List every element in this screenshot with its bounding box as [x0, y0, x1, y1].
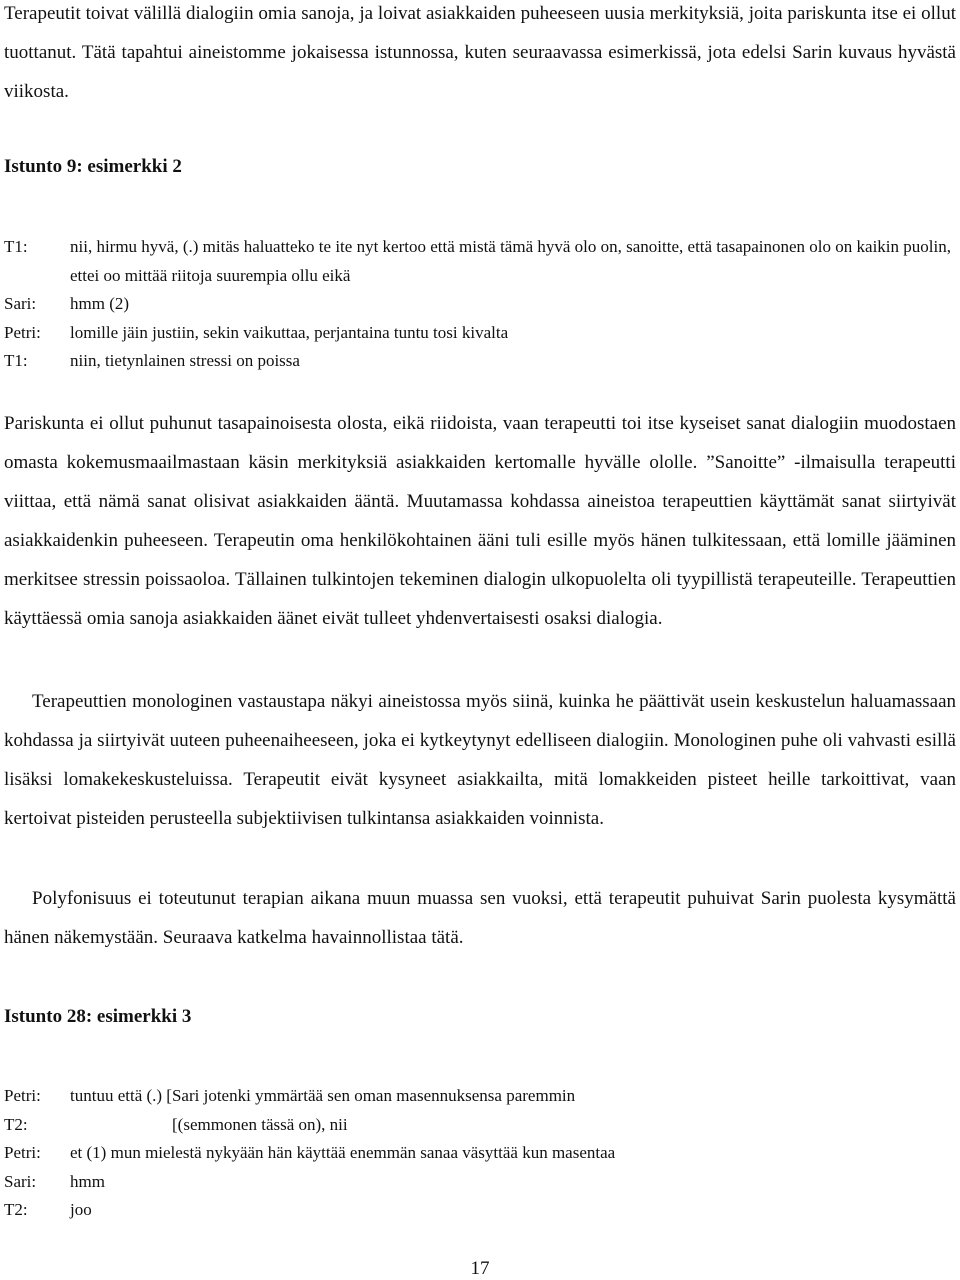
utterance-text: et (1) mun mielestä nykyään hän käyttää enemmän sanaa väsyttää kun masentaa — [70, 1143, 616, 1162]
paragraph-2: Pariskunta ei ollut puhunut tasapainoisesta olosta, eikä riidoista, vaan terapeutti toi itse kyseiset sanat dialogiin muodostaen omasta kokemusmaailmastaan käsin merkityksiä asiakkaiden kertomalle hyvälle ololle. ”Sanoitte” -ilmaisulla terapeutti viittaa, että nämä sanat olisivat asiakkaiden ääntä. Muutamassa kohdassa aineistoa terapeuttien käyttämät sanat siirtyivät asiakkaidenkin puheeseen. Terapeutin oma henkilökohtainen ääni tuli esille myös hänen tulkitessaan, että lomille jääminen merkitsee stressin poissaoloa. Tällainen tulkintojen tekeminen dialogin ulkopuolelta oli tyypillistä terapeuteille. Terapeuttien käyttäessä omia sanoja asiakkaiden äänet eivät tulleet yhdenvertaisesti osaksi dialogia. — [4, 413, 956, 629]
utterance-text: nii, hirmu hyvä, (.) mitäs haluatteko te ite nyt kertoo että mistä tämä hyvä olo on, sanoitte, että tasapainonen olo on kaikin puolin, ettei oo mittää riitoja suurempia ollu eikä — [70, 237, 951, 285]
transcript-session-9 — [4, 233, 956, 376]
page-number: 17 — [470, 1258, 490, 1279]
speaker-label: Petri: — [4, 1143, 41, 1162]
speaker-label: Sari: — [4, 1171, 37, 1191]
transcript-line — [4, 233, 956, 290]
utterance-text: joo — [70, 1200, 92, 1219]
speaker-label: T2: — [4, 1200, 28, 1219]
utterance-text: lomille jäin justiin, sekin vaikuttaa, perjantaina tuntu tosi kivalta — [70, 322, 509, 342]
transcript-line — [4, 1168, 956, 1197]
paragraph-4: Polyfonisuus ei toteutunut terapian aikana muun muassa sen vuoksi, että terapeutit puhuivat Sarin puolesta kysymättä hänen näkemystään. Seuraava katkelma havainnollistaa tätä. — [4, 888, 956, 948]
paragraph-3: Terapeuttien monologinen vastaustapa näkyi aineistossa myös siinä, kuinka he päättivät usein keskustelun haluamassaan kohdassa ja siirtyivät uuteen puheenaiheeseen, joka ei kytkeytynyt edelliseen dialogiin. Monologinen puhe oli vahvasti esillä lisäksi lomakekeskusteluissa. Terapeutit eivät kysyneet asiakkailta, mitä lomakkeiden pisteet heille tarkoittivat, vaan kertoivat pisteiden perusteella subjektiivisen tulkintansa asiakkaiden voinnista. — [4, 691, 956, 829]
paragraph-1: Terapeutit toivat välillä dialogiin omia sanoja, ja loivat asiakkaiden puheeseen uusia merkityksiä, joita pariskunta itse ei ollut tuottanut. Tätä tapahtui aineistomme jokaisessa istunnossa, kuten seuraavassa esimerkissä, jota edelsi Sarin kuvaus hyvästä viikosta. — [4, 3, 956, 102]
speaker-label: T1: — [4, 237, 28, 256]
speaker-label: Petri: — [4, 1086, 41, 1105]
speaker-label: T1: — [4, 351, 28, 370]
transcript-line — [4, 1139, 956, 1168]
utterance-text: hmm (2) — [70, 294, 130, 313]
transcript-session-28 — [4, 1082, 956, 1225]
speaker-label: Sari: — [4, 294, 37, 313]
transcript-line — [4, 319, 956, 348]
utterance-text: niin, tietynlainen stressi on poissa — [70, 351, 300, 370]
utterance-text: tuntuu että (.) [Sari jotenki ymmärtää sen oman masennuksensa paremmin — [70, 1086, 576, 1105]
transcript-line — [4, 1082, 956, 1111]
heading-session-28: Istunto 28: esimerkki 3 — [4, 1006, 192, 1027]
transcript-line — [4, 347, 956, 376]
utterance-text: hmm — [70, 1171, 105, 1191]
speaker-label: T2: — [4, 1114, 28, 1134]
heading-session-9: Istunto 9: esimerkki 2 — [4, 156, 182, 177]
transcript-line — [4, 1111, 956, 1140]
transcript-line — [4, 290, 956, 319]
transcript-line — [4, 1196, 956, 1225]
utterance-text: [(semmonen tässä on), nii — [70, 1114, 348, 1134]
speaker-label: Petri: — [4, 322, 41, 342]
